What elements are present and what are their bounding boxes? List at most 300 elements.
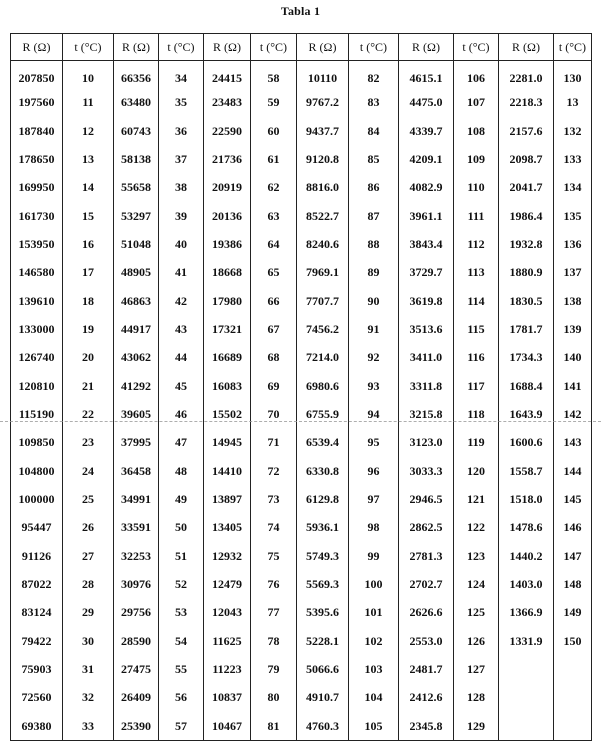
temperature-cell: 14 (63, 174, 114, 202)
header-resistance: R (Ω) (399, 34, 454, 61)
resistance-cell: 9120.8 (297, 145, 349, 173)
table-row (11, 117, 592, 145)
temperature-cell: 90 (349, 287, 399, 315)
temperature-cell: 136 (554, 230, 592, 258)
temperature-cell: 59 (251, 89, 297, 117)
resistance-cell: 6980.6 (297, 372, 349, 400)
temperature-cell: 54 (159, 627, 204, 655)
temperature-cell: 70 (251, 400, 297, 428)
temperature-cell: 52 (159, 570, 204, 598)
resistance-cell: 1932.8 (499, 230, 554, 258)
temperature-cell: 108 (454, 117, 499, 145)
temperature-cell: 113 (454, 259, 499, 287)
temperature-cell: 93 (349, 372, 399, 400)
temperature-cell: 27 (63, 542, 114, 570)
header-temperature: t (°C) (159, 34, 204, 61)
temperature-cell: 49 (159, 485, 204, 513)
temperature-cell: 133 (554, 145, 592, 173)
temperature-cell: 10 (63, 61, 114, 89)
temperature-cell: 109 (454, 145, 499, 173)
resistance-cell: 34991 (114, 485, 159, 513)
resistance-cell: 5936.1 (297, 514, 349, 542)
resistance-cell: 10837 (204, 684, 251, 712)
temperature-cell: 38 (159, 174, 204, 202)
temperature-cell: 125 (454, 599, 499, 627)
resistance-cell: 55658 (114, 174, 159, 202)
temperature-cell: 132 (554, 117, 592, 145)
table-row (11, 315, 592, 343)
temperature-cell: 67 (251, 315, 297, 343)
resistance-cell: 2781.3 (399, 542, 454, 570)
resistance-cell: 14410 (204, 457, 251, 485)
temperature-cell: 40 (159, 230, 204, 258)
temperature-cell: 127 (454, 655, 499, 683)
temperature-cell: 144 (554, 457, 592, 485)
temperature-cell: 13 (554, 89, 592, 117)
resistance-cell: 169950 (11, 174, 63, 202)
table-row (11, 485, 592, 513)
temperature-cell: 36 (159, 117, 204, 145)
table-body (11, 61, 592, 741)
temperature-cell: 106 (454, 61, 499, 89)
temperature-cell: 69 (251, 372, 297, 400)
temperature-cell: 42 (159, 287, 204, 315)
resistance-cell: 109850 (11, 429, 63, 457)
temperature-cell: 89 (349, 259, 399, 287)
resistance-cell: 2041.7 (499, 174, 554, 202)
resistance-cell: 41292 (114, 372, 159, 400)
temperature-cell: 140 (554, 344, 592, 372)
temperature-cell: 95 (349, 429, 399, 457)
resistance-cell: 69380 (11, 712, 63, 740)
resistance-cell: 1734.3 (499, 344, 554, 372)
temperature-cell: 129 (454, 712, 499, 740)
temperature-cell: 71 (251, 429, 297, 457)
resistance-cell: 7214.0 (297, 344, 349, 372)
temperature-cell: 19 (63, 315, 114, 343)
scan-fold-line (0, 421, 601, 422)
table-row (11, 655, 592, 683)
temperature-cell: 123 (454, 542, 499, 570)
resistance-cell: 2862.5 (399, 514, 454, 542)
resistance-cell: 44917 (114, 315, 159, 343)
temperature-cell: 66 (251, 287, 297, 315)
temperature-cell: 91 (349, 315, 399, 343)
resistance-cell: 207850 (11, 61, 63, 89)
temperature-cell: 62 (251, 174, 297, 202)
temperature-cell: 124 (454, 570, 499, 598)
temperature-cell: 143 (554, 429, 592, 457)
temperature-cell: 137 (554, 259, 592, 287)
resistance-cell: 7969.1 (297, 259, 349, 287)
temperature-cell: 73 (251, 485, 297, 513)
resistance-cell: 3729.7 (399, 259, 454, 287)
resistance-cell: 95447 (11, 514, 63, 542)
resistance-cell: 37995 (114, 429, 159, 457)
resistance-cell: 8522.7 (297, 202, 349, 230)
temperature-cell: 99 (349, 542, 399, 570)
resistance-cell: 4339.7 (399, 117, 454, 145)
table-title: Tabla 1 (280, 4, 321, 18)
resistance-cell: 27475 (114, 655, 159, 683)
temperature-cell: 18 (63, 287, 114, 315)
resistance-cell: 13405 (204, 514, 251, 542)
resistance-cell: 1986.4 (499, 202, 554, 230)
table-row (11, 259, 592, 287)
temperature-cell: 46 (159, 400, 204, 428)
resistance-cell: 4910.7 (297, 684, 349, 712)
resistance-cell: 26409 (114, 684, 159, 712)
resistance-cell: 63480 (114, 89, 159, 117)
resistance-cell: 8816.0 (297, 174, 349, 202)
resistance-cell: 1478.6 (499, 514, 554, 542)
resistance-cell: 2281.0 (499, 61, 554, 89)
temperature-cell: 13 (63, 145, 114, 173)
temperature-cell: 82 (349, 61, 399, 89)
temperature-cell: 85 (349, 145, 399, 173)
resistance-cell: 5749.3 (297, 542, 349, 570)
temperature-cell: 24 (63, 457, 114, 485)
resistance-cell: 1331.9 (499, 627, 554, 655)
resistance-cell: 29756 (114, 599, 159, 627)
resistance-cell: 53297 (114, 202, 159, 230)
temperature-cell: 117 (454, 372, 499, 400)
resistance-cell: 2702.7 (399, 570, 454, 598)
resistance-temperature-table (10, 33, 592, 741)
resistance-cell: 48905 (114, 259, 159, 287)
temperature-cell: 149 (554, 599, 592, 627)
resistance-cell: 5066.6 (297, 655, 349, 683)
resistance-cell: 46863 (114, 287, 159, 315)
resistance-cell: 1440.2 (499, 542, 554, 570)
resistance-cell: 4615.1 (399, 61, 454, 89)
resistance-cell: 126740 (11, 344, 63, 372)
resistance-cell: 6755.9 (297, 400, 349, 428)
resistance-cell: 58138 (114, 145, 159, 173)
resistance-cell (499, 655, 554, 683)
temperature-cell: 103 (349, 655, 399, 683)
temperature-cell: 110 (454, 174, 499, 202)
temperature-cell: 86 (349, 174, 399, 202)
resistance-cell: 2626.6 (399, 599, 454, 627)
resistance-cell: 2946.5 (399, 485, 454, 513)
header-resistance: R (Ω) (204, 34, 251, 61)
resistance-cell: 153950 (11, 230, 63, 258)
resistance-cell: 43062 (114, 344, 159, 372)
resistance-cell: 1366.9 (499, 599, 554, 627)
resistance-cell: 91126 (11, 542, 63, 570)
resistance-cell: 83124 (11, 599, 63, 627)
resistance-cell: 4209.1 (399, 145, 454, 173)
temperature-cell: 107 (454, 89, 499, 117)
temperature-cell: 53 (159, 599, 204, 627)
resistance-cell: 5395.6 (297, 599, 349, 627)
resistance-cell: 3513.6 (399, 315, 454, 343)
resistance-cell: 2098.7 (499, 145, 554, 173)
temperature-cell: 146 (554, 514, 592, 542)
header-temperature: t (°C) (454, 34, 499, 61)
temperature-cell: 51 (159, 542, 204, 570)
resistance-cell: 17980 (204, 287, 251, 315)
temperature-cell: 88 (349, 230, 399, 258)
table-row (11, 89, 592, 117)
resistance-cell: 9437.7 (297, 117, 349, 145)
temperature-cell: 55 (159, 655, 204, 683)
temperature-cell: 83 (349, 89, 399, 117)
header-row (11, 34, 592, 61)
resistance-cell: 13897 (204, 485, 251, 513)
temperature-cell: 119 (454, 429, 499, 457)
resistance-cell: 4475.0 (399, 89, 454, 117)
temperature-cell: 76 (251, 570, 297, 598)
resistance-cell: 24415 (204, 61, 251, 89)
temperature-cell: 139 (554, 315, 592, 343)
header-resistance: R (Ω) (499, 34, 554, 61)
resistance-cell: 161730 (11, 202, 63, 230)
header-resistance: R (Ω) (11, 34, 63, 61)
temperature-cell: 115 (454, 315, 499, 343)
table-row (11, 145, 592, 173)
resistance-cell: 2553.0 (399, 627, 454, 655)
header-temperature: t (°C) (251, 34, 297, 61)
temperature-cell: 98 (349, 514, 399, 542)
resistance-cell (499, 684, 554, 712)
resistance-cell: 17321 (204, 315, 251, 343)
table-row (11, 599, 592, 627)
table-row (11, 61, 592, 89)
temperature-cell: 111 (454, 202, 499, 230)
resistance-cell: 19386 (204, 230, 251, 258)
resistance-cell: 33591 (114, 514, 159, 542)
resistance-cell: 4760.3 (297, 712, 349, 740)
resistance-cell: 2218.3 (499, 89, 554, 117)
temperature-cell: 104 (349, 684, 399, 712)
temperature-cell: 141 (554, 372, 592, 400)
temperature-cell: 29 (63, 599, 114, 627)
temperature-cell: 134 (554, 174, 592, 202)
table-row (11, 684, 592, 712)
resistance-cell: 28590 (114, 627, 159, 655)
table-row (11, 627, 592, 655)
header-temperature: t (°C) (349, 34, 399, 61)
resistance-cell: 18668 (204, 259, 251, 287)
resistance-cell: 3961.1 (399, 202, 454, 230)
temperature-cell: 33 (63, 712, 114, 740)
header-temperature: t (°C) (554, 34, 592, 61)
temperature-cell: 77 (251, 599, 297, 627)
resistance-cell: 75903 (11, 655, 63, 683)
resistance-cell: 79422 (11, 627, 63, 655)
temperature-cell: 147 (554, 542, 592, 570)
resistance-cell: 16689 (204, 344, 251, 372)
temperature-cell: 56 (159, 684, 204, 712)
temperature-cell: 92 (349, 344, 399, 372)
resistance-cell: 10467 (204, 712, 251, 740)
temperature-cell: 80 (251, 684, 297, 712)
resistance-cell: 115190 (11, 400, 63, 428)
table-row (11, 429, 592, 457)
table-row (11, 457, 592, 485)
resistance-cell: 7456.2 (297, 315, 349, 343)
resistance-cell: 1558.7 (499, 457, 554, 485)
temperature-cell: 31 (63, 655, 114, 683)
resistance-cell: 1403.0 (499, 570, 554, 598)
temperature-cell: 37 (159, 145, 204, 173)
temperature-cell: 60 (251, 117, 297, 145)
table-row (11, 570, 592, 598)
resistance-cell: 60743 (114, 117, 159, 145)
temperature-cell: 23 (63, 429, 114, 457)
resistance-cell: 22590 (204, 117, 251, 145)
temperature-cell: 87 (349, 202, 399, 230)
temperature-cell: 47 (159, 429, 204, 457)
resistance-cell: 1643.9 (499, 400, 554, 428)
temperature-cell: 48 (159, 457, 204, 485)
table-row (11, 287, 592, 315)
temperature-cell (554, 684, 592, 712)
temperature-cell: 22 (63, 400, 114, 428)
resistance-cell: 2157.6 (499, 117, 554, 145)
resistance-cell: 2412.6 (399, 684, 454, 712)
resistance-cell: 12479 (204, 570, 251, 598)
resistance-cell: 20919 (204, 174, 251, 202)
temperature-cell: 11 (63, 89, 114, 117)
resistance-cell: 178650 (11, 145, 63, 173)
resistance-cell: 187840 (11, 117, 63, 145)
resistance-cell: 14945 (204, 429, 251, 457)
temperature-cell: 45 (159, 372, 204, 400)
temperature-cell: 15 (63, 202, 114, 230)
table-row (11, 372, 592, 400)
temperature-cell: 17 (63, 259, 114, 287)
resistance-cell: 39605 (114, 400, 159, 428)
temperature-cell: 145 (554, 485, 592, 513)
resistance-cell: 12932 (204, 542, 251, 570)
resistance-cell: 100000 (11, 485, 63, 513)
resistance-cell: 32253 (114, 542, 159, 570)
resistance-cell: 2345.8 (399, 712, 454, 740)
temperature-cell: 58 (251, 61, 297, 89)
resistance-cell: 1830.5 (499, 287, 554, 315)
resistance-cell: 3033.3 (399, 457, 454, 485)
temperature-cell: 50 (159, 514, 204, 542)
temperature-cell (554, 712, 592, 740)
resistance-cell: 72560 (11, 684, 63, 712)
resistance-cell: 16083 (204, 372, 251, 400)
header-resistance: R (Ω) (297, 34, 349, 61)
resistance-cell: 5569.3 (297, 570, 349, 598)
temperature-cell: 148 (554, 570, 592, 598)
resistance-cell: 3123.0 (399, 429, 454, 457)
temperature-cell: 84 (349, 117, 399, 145)
table-row (11, 174, 592, 202)
temperature-cell: 57 (159, 712, 204, 740)
resistance-cell: 9767.2 (297, 89, 349, 117)
temperature-cell: 16 (63, 230, 114, 258)
resistance-cell: 36458 (114, 457, 159, 485)
temperature-cell: 78 (251, 627, 297, 655)
temperature-cell: 142 (554, 400, 592, 428)
temperature-cell: 114 (454, 287, 499, 315)
resistance-cell: 6539.4 (297, 429, 349, 457)
temperature-cell: 128 (454, 684, 499, 712)
temperature-cell: 75 (251, 542, 297, 570)
temperature-cell: 41 (159, 259, 204, 287)
temperature-cell: 68 (251, 344, 297, 372)
temperature-cell: 72 (251, 457, 297, 485)
temperature-cell: 34 (159, 61, 204, 89)
table-row (11, 514, 592, 542)
table-row (11, 542, 592, 570)
temperature-cell: 122 (454, 514, 499, 542)
temperature-cell: 135 (554, 202, 592, 230)
resistance-cell: 1781.7 (499, 315, 554, 343)
temperature-cell: 39 (159, 202, 204, 230)
header-temperature: t (°C) (63, 34, 114, 61)
resistance-cell: 120810 (11, 372, 63, 400)
resistance-cell: 23483 (204, 89, 251, 117)
resistance-cell: 3843.4 (399, 230, 454, 258)
resistance-cell: 4082.9 (399, 174, 454, 202)
table-row (11, 400, 592, 428)
resistance-cell: 146580 (11, 259, 63, 287)
table-row (11, 344, 592, 372)
temperature-cell: 21 (63, 372, 114, 400)
temperature-cell: 118 (454, 400, 499, 428)
temperature-cell: 102 (349, 627, 399, 655)
resistance-cell: 12043 (204, 599, 251, 627)
resistance-cell: 3619.8 (399, 287, 454, 315)
temperature-cell: 26 (63, 514, 114, 542)
temperature-cell: 130 (554, 61, 592, 89)
resistance-cell: 51048 (114, 230, 159, 258)
temperature-cell: 120 (454, 457, 499, 485)
resistance-cell: 197560 (11, 89, 63, 117)
resistance-cell: 1600.6 (499, 429, 554, 457)
resistance-cell: 139610 (11, 287, 63, 315)
temperature-cell: 28 (63, 570, 114, 598)
resistance-cell: 104800 (11, 457, 63, 485)
temperature-cell: 63 (251, 202, 297, 230)
temperature-cell: 121 (454, 485, 499, 513)
temperature-cell (554, 655, 592, 683)
temperature-cell: 61 (251, 145, 297, 173)
temperature-cell: 138 (554, 287, 592, 315)
resistance-cell: 15502 (204, 400, 251, 428)
resistance-cell: 133000 (11, 315, 63, 343)
temperature-cell: 20 (63, 344, 114, 372)
resistance-cell: 30976 (114, 570, 159, 598)
resistance-cell: 8240.6 (297, 230, 349, 258)
resistance-cell: 1518.0 (499, 485, 554, 513)
temperature-cell: 150 (554, 627, 592, 655)
header-resistance: R (Ω) (114, 34, 159, 61)
temperature-cell: 43 (159, 315, 204, 343)
resistance-cell: 6330.8 (297, 457, 349, 485)
temperature-cell: 65 (251, 259, 297, 287)
temperature-cell: 32 (63, 684, 114, 712)
table-row (11, 712, 592, 740)
resistance-cell: 25390 (114, 712, 159, 740)
temperature-cell: 25 (63, 485, 114, 513)
temperature-cell: 64 (251, 230, 297, 258)
temperature-cell: 100 (349, 570, 399, 598)
resistance-cell: 1880.9 (499, 259, 554, 287)
resistance-cell: 10110 (297, 61, 349, 89)
temperature-cell: 81 (251, 712, 297, 740)
temperature-cell: 97 (349, 485, 399, 513)
temperature-cell: 79 (251, 655, 297, 683)
